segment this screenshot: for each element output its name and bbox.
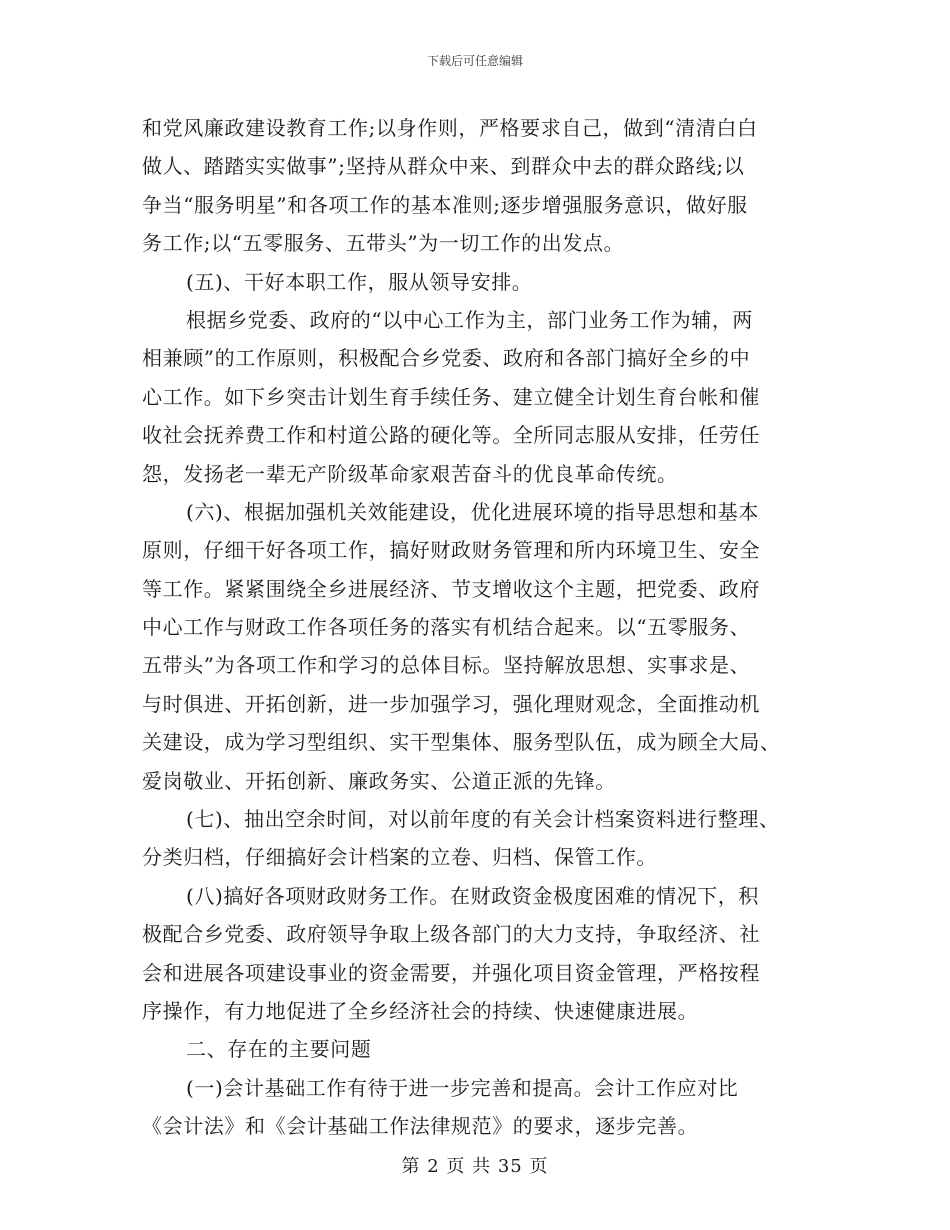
text-line: (八)搞好各项财政财务工作。在财政资金极度困难的情况下，积: [186, 883, 760, 908]
text-line: 收社会抚养费工作和村道公路的硬化等。全所同志服从安排，任劳任: [142, 423, 760, 448]
text-line: 序操作，有力地促进了全乡经济社会的持续、快速健康进展。: [142, 998, 699, 1023]
text-line: 关建设，成为学习型组织、实干型集体、服务型队伍，成为顾全大局、: [142, 730, 781, 755]
text-line: 做人、踏踏实实做事”;坚持从群众中来、到群众中去的群众路线;以: [142, 154, 745, 179]
text-line: 极配合乡党委、政府领导争取上级各部门的大力支持，争取经济、社: [142, 922, 760, 947]
header-note: 下载后可任意编辑: [426, 54, 523, 68]
text-line: 二、存在的主要问题: [186, 1037, 372, 1062]
text-line: (五)、干好本职工作，服从领导安排。: [186, 269, 533, 294]
text-line: 争当“服务明星”和各项工作的基本准则;逐步增强服务意识，做好服: [142, 192, 748, 217]
text-line: 爱岗敬业、开拓创新、廉政务实、公道正派的先锋。: [142, 768, 616, 793]
text-line: 务工作;以“五零服务、五带头”为一切工作的出发点。: [142, 231, 625, 256]
text-line: 和党风廉政建设教育工作;以身作则，严格要求自己，做到“清清白白: [142, 116, 758, 140]
text-line: 《会计法》和《会计基础工作法律规范》的要求，逐步完善。: [142, 1114, 699, 1139]
text-line: 与时俱进、开拓创新，进一步加强学习，强化理财观念，全面推动机: [142, 691, 760, 716]
page-number: 第 2 页 共 35 页: [401, 1156, 549, 1177]
text-line: 根据乡党委、政府的“以中心工作为主，部门业务工作为辅，两: [186, 307, 754, 332]
text-line: 怨，发扬老一辈无产阶级革命家艰苦奋斗的优良革命传统。: [142, 461, 678, 486]
text-line: 等工作。紧紧围绕全乡进展经济、节支增收这个主题，把党委、政府: [142, 576, 760, 601]
text-line: 五带头”为各项工作和学习的总体目标。坚持解放思想、实事求是、: [142, 653, 751, 678]
text-line: (一)会计基础工作有待于进一步完善和提高。会计工作应对比: [186, 1075, 739, 1100]
text-line: (七)、抽出空余时间，对以前年度的有关会计档案资料进行整理、: [186, 807, 780, 832]
text-line: 原则，仔细干好各项工作，搞好财政财务管理和所内环境卫生、安全: [142, 538, 760, 563]
document-body: [142, 109, 810, 1146]
text-line: 分类归档，仔细搞好会计档案的立卷、归档、保管工作。: [142, 845, 657, 870]
page-header: [0, 53, 950, 69]
text-line: (六)、根据加强机关效能建设，优化进展环境的指导思想和基本: [186, 499, 760, 524]
text-line: 会和进展各项建设事业的资金需要，并强化项目资金管理，严格按程: [142, 960, 760, 985]
text-line: 相兼顾”的工作原则，积极配合乡党委、政府和各部门搞好全乡的中: [142, 346, 751, 371]
text-line: 心工作。如下乡突击计划生育手续任务、建立健全计划生育台帐和催: [142, 384, 760, 409]
page-footer: [0, 1155, 950, 1179]
text-line: 中心工作与财政工作各项任务的落实有机结合起来。以“五零服务、: [142, 615, 751, 640]
